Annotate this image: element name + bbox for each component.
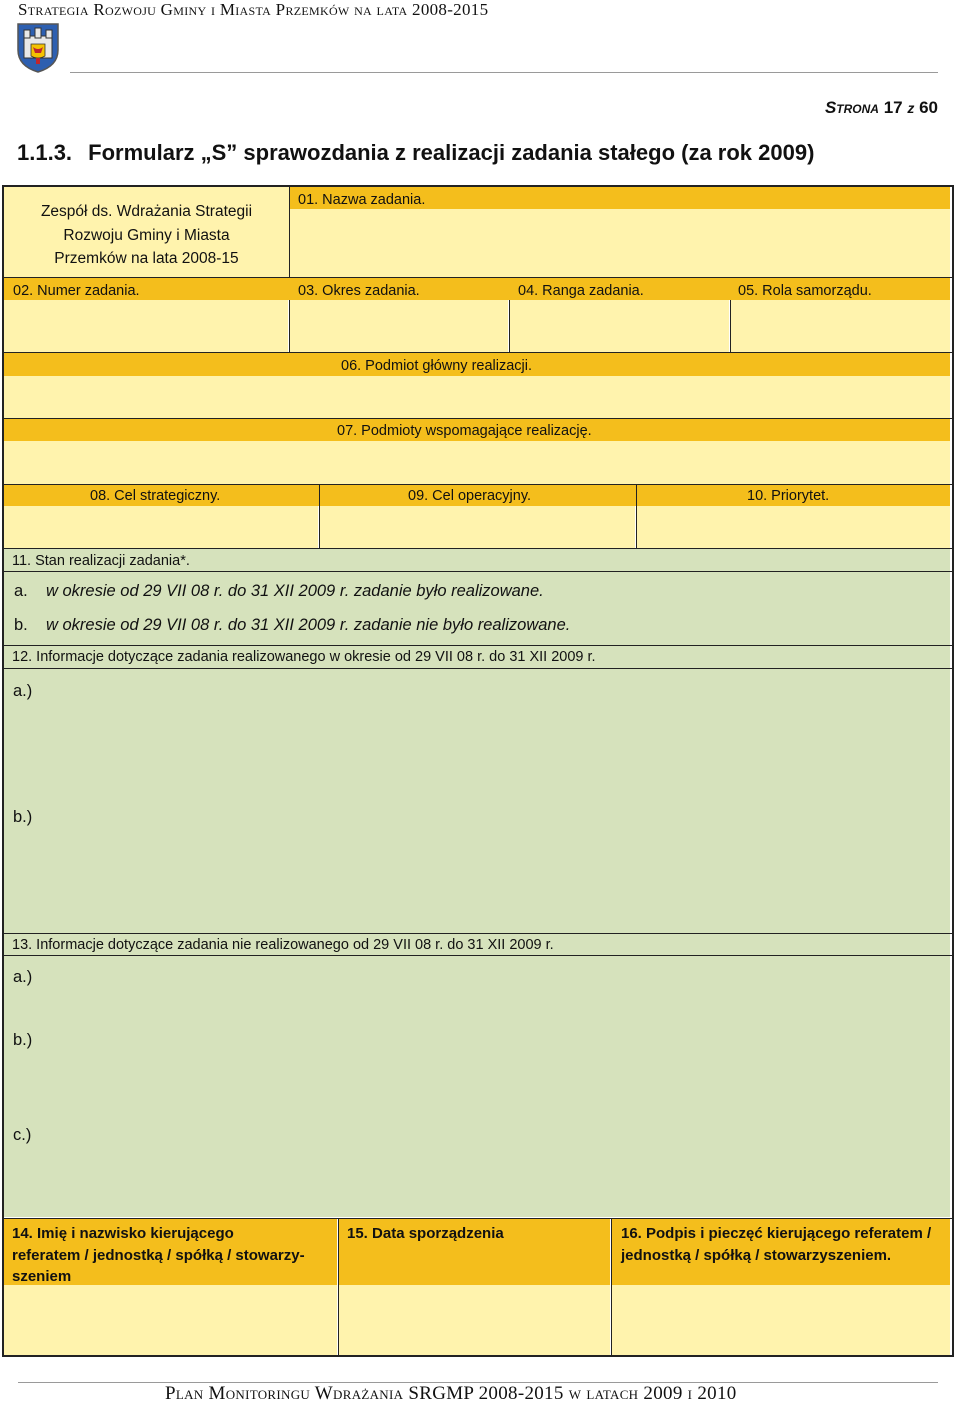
field-10[interactable]: [637, 506, 950, 548]
field-15[interactable]: [339, 1285, 610, 1355]
item-13b: b.): [13, 1031, 33, 1049]
divider-h-484: [4, 484, 952, 485]
document-footer-title: Plan Monitoringu Wdrażania SRGMP 2008-2015 w latach 2009 i 2010: [165, 1383, 737, 1404]
page-sep: z: [907, 100, 915, 116]
option-11a[interactable]: [14, 582, 544, 601]
item-12b: b.): [13, 808, 33, 826]
label-09: 09. Cel operacyjny.: [408, 488, 532, 504]
form-border-bottom: [2, 1355, 954, 1357]
page-total: 60: [919, 98, 938, 117]
divider-15-16: [611, 1219, 612, 1355]
label-12: 12. Informacje dotyczące zadania realizowanego w okresie od 29 VII 08 r. do 31 XII 2009 r.: [12, 649, 596, 665]
item-13a: a.): [13, 968, 33, 986]
field-07[interactable]: [4, 441, 950, 484]
option-11a-letter: a.: [14, 582, 28, 600]
form-border-left: [2, 185, 4, 1357]
field-02[interactable]: [4, 300, 288, 352]
field-16[interactable]: [612, 1285, 950, 1355]
item-12a: a.): [13, 682, 33, 700]
label-13: 13. Informacje dotyczące zadania nie realizowanego od 29 VII 08 r. do 31 XII 2009 r.: [12, 937, 554, 953]
team-line-3: Przemków na lata 2008-15: [54, 250, 239, 267]
option-11b[interactable]: [14, 616, 570, 635]
divider-h-933: [4, 933, 952, 934]
field-09[interactable]: [320, 506, 635, 548]
document-header-title: Strategia Rozwoju Gminy i Miasta Przemków na lata 2008-2015: [18, 0, 489, 19]
label-06: 06. Podmiot główny realizacji.: [341, 358, 533, 374]
team-line-1: Zespół ds. Wdrażania Strategii: [40, 203, 253, 220]
field-03[interactable]: [290, 300, 508, 352]
label-16: [621, 1223, 931, 1266]
divider-02-03: [289, 300, 290, 352]
label-14: [12, 1223, 305, 1288]
divider-team: [289, 187, 290, 278]
label-08: 08. Cel strategiczny.: [90, 488, 221, 504]
divider-08-09: [319, 484, 320, 548]
label-16-line-1: 16. Podpis i pieczęć kierującego referatem /: [621, 1225, 932, 1242]
label-14-line-1: 14. Imię i nazwisko kierującego: [12, 1225, 234, 1242]
section-12: [4, 646, 950, 933]
page-current: 17: [883, 98, 903, 117]
label-03: 03. Okres zadania.: [298, 283, 420, 299]
divider-h-668: [4, 668, 952, 669]
section-title: Formularz „S” sprawozdania z realizacji zadania stałego (za rok 2009): [88, 140, 815, 165]
form-border-top: [2, 185, 954, 187]
divider-14-15: [338, 1219, 339, 1355]
label-11: 11. Stan realizacji zadania*.: [12, 553, 190, 569]
divider-h-571: [4, 571, 952, 572]
divider-03-04: [509, 300, 510, 352]
divider-h-418: [4, 418, 952, 419]
label-14-line-3: szeniem: [12, 1268, 72, 1285]
label-07: 07. Podmioty wspomagające realizację.: [337, 423, 592, 439]
divider-h-278: [4, 277, 952, 278]
field-14[interactable]: [4, 1285, 337, 1355]
label-16-line-2: jednostką / spółką / stowarzyszeniem.: [621, 1246, 892, 1264]
divider-09-10: [636, 484, 637, 548]
option-11b-letter: b.: [14, 616, 28, 634]
section-13: [4, 934, 950, 1217]
form-border-right: [952, 185, 954, 1357]
divider-h-548: [4, 548, 952, 549]
field-04[interactable]: [510, 300, 729, 352]
label-04: 04. Ranga zadania.: [518, 283, 644, 299]
page-word: Strona: [824, 98, 879, 117]
option-11a-text: w okresie od 29 VII 08 r. do 31 XII 2009 r. zadanie było realizowane.: [46, 582, 544, 600]
team-line-2: Rozwoju Gminy i Miasta: [63, 226, 230, 244]
divider-h-1218: [4, 1218, 952, 1219]
option-11b-text: w okresie od 29 VII 08 r. do 31 XII 2009 r. zadanie nie było realizowane.: [46, 616, 571, 634]
team-name: [4, 200, 289, 271]
section-number: 1.1.3.: [17, 140, 73, 165]
divider-h-955: [4, 955, 952, 956]
label-02: 02. Numer zadania.: [13, 283, 140, 299]
divider-04-05: [730, 300, 731, 352]
label-01: 01. Nazwa zadania.: [298, 192, 426, 208]
label-14-line-2: referatem / jednostką / spółką / stowarzy-: [12, 1246, 305, 1264]
field-01[interactable]: [290, 209, 950, 277]
label-15: 15. Data sporządzenia: [347, 1225, 504, 1242]
divider-h-352: [4, 352, 952, 353]
field-06[interactable]: [4, 376, 950, 418]
label-10: 10. Priorytet.: [747, 488, 830, 504]
field-05[interactable]: [731, 300, 950, 352]
divider-h-645: [4, 645, 952, 646]
item-13c: c.): [13, 1126, 32, 1144]
label-05: 05. Rola samorządu.: [738, 283, 872, 299]
field-08[interactable]: [4, 506, 318, 548]
